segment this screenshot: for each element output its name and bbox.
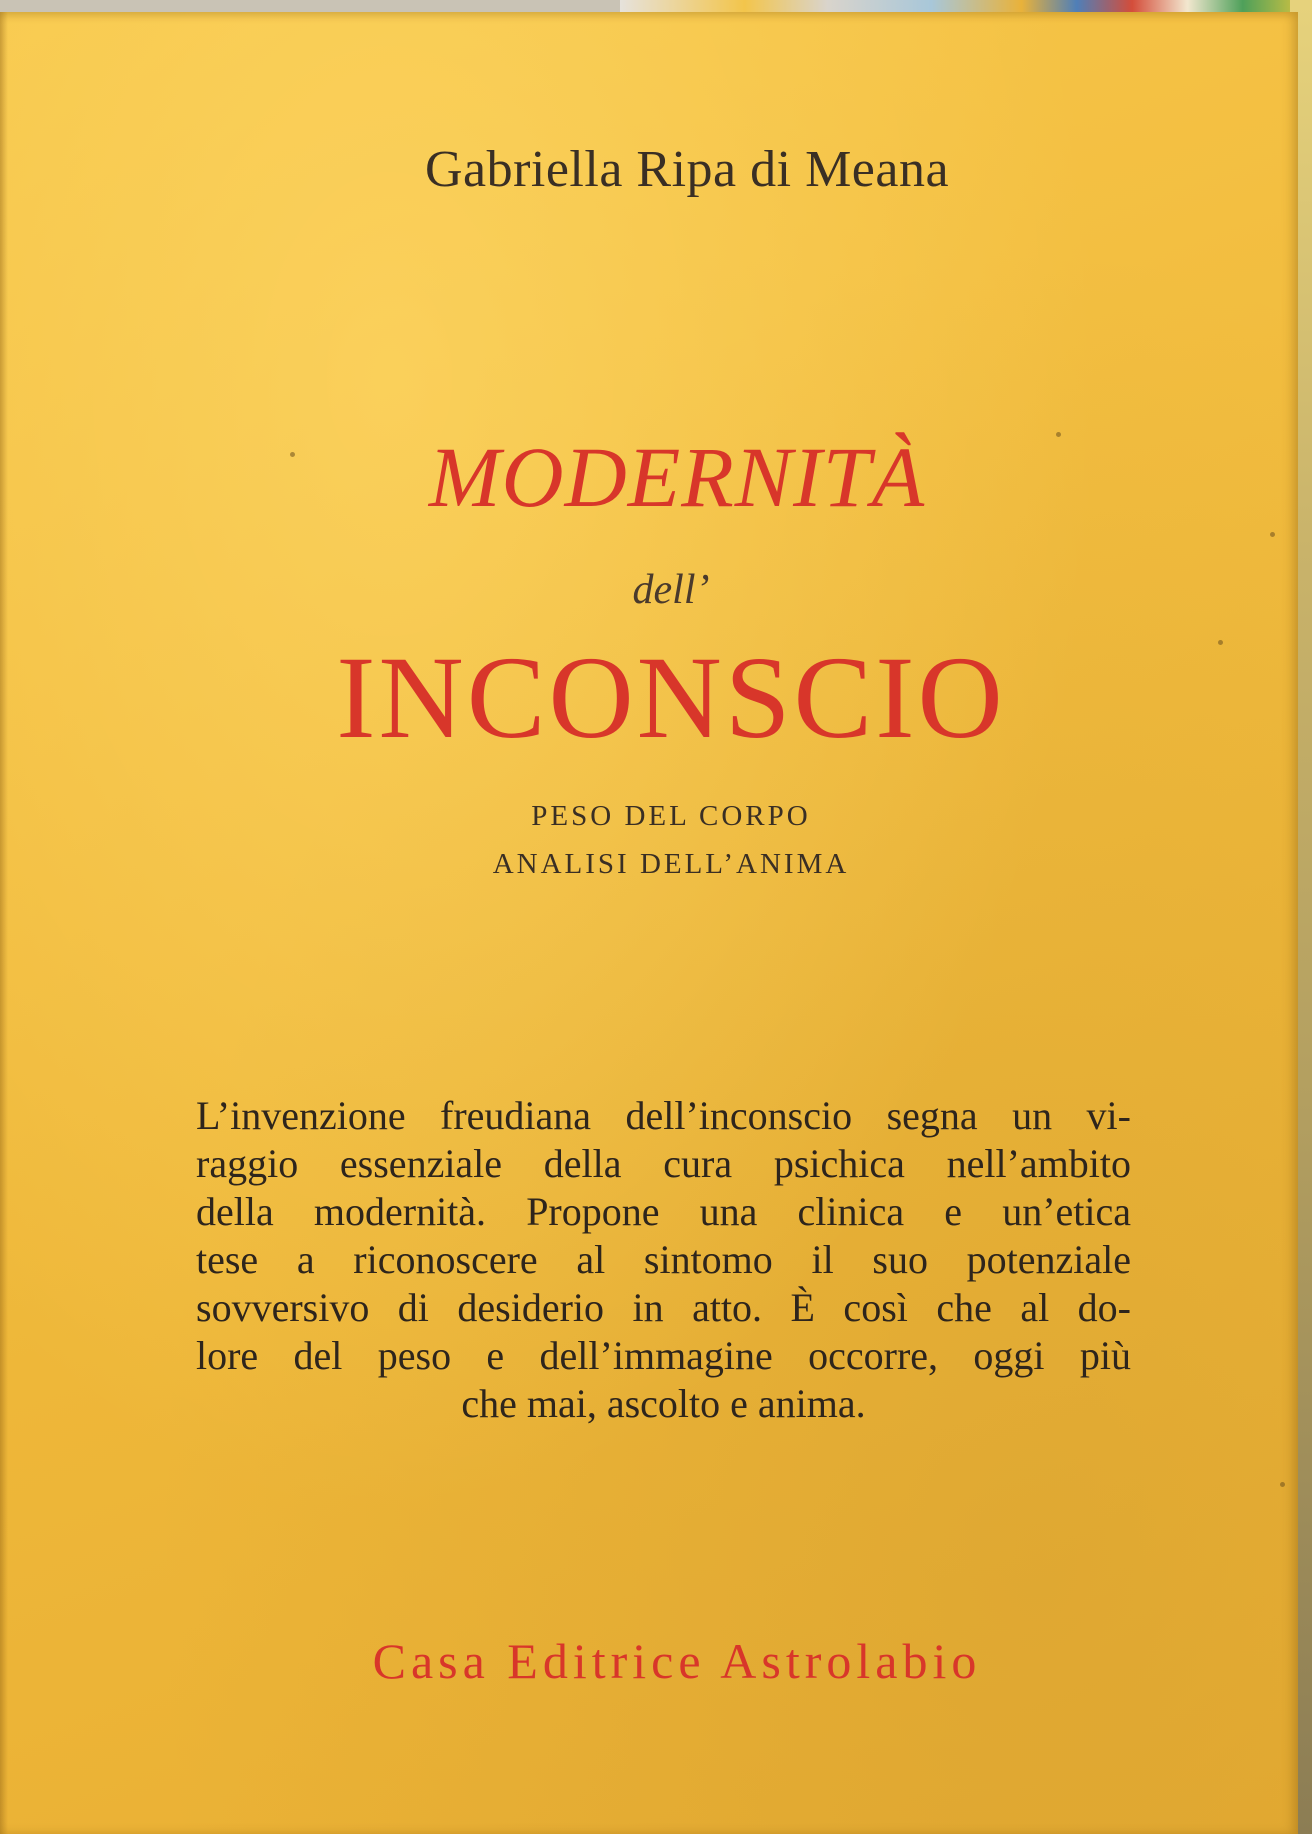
blurb-paragraph <box>196 1092 1131 1428</box>
author-name: Gabriella Ripa di Meana <box>424 141 950 198</box>
blurb-line: sovversivo di desiderio in atto. È così che al do- <box>196 1285 1131 1330</box>
blurb-line: raggio essenziale della cura psichica nell’ambito <box>196 1141 1131 1186</box>
blurb-line: della modernità. Propone una clinica e un’etica <box>196 1189 1131 1234</box>
title-line-1: MODERNITÀ <box>428 429 926 525</box>
title-line-3: INCONSCIO <box>336 632 1006 763</box>
cover-edge-shadow <box>0 12 8 1834</box>
book-cover <box>0 12 1298 1834</box>
blurb-line: lore del peso e dell’immagine occorre, oggi più <box>196 1333 1131 1378</box>
publisher-name: Casa Editrice Astrolabio <box>372 1633 982 1689</box>
title-line-2: dell’ <box>632 567 710 613</box>
blurb-line: L’invenzione freudiana dell’inconscio segna un vi- <box>196 1093 1131 1138</box>
blurb-line: tese a riconoscere al sintomo il suo potenziale <box>196 1237 1131 1282</box>
blurb-line: che mai, ascolto e anima. <box>461 1381 866 1426</box>
subtitle-line-1: PESO DEL CORPO <box>531 800 811 832</box>
paper-speck <box>1270 532 1275 537</box>
paper-speck <box>1280 1482 1285 1487</box>
subtitle-line-2: ANALISI DELL’ANIMA <box>492 848 850 880</box>
